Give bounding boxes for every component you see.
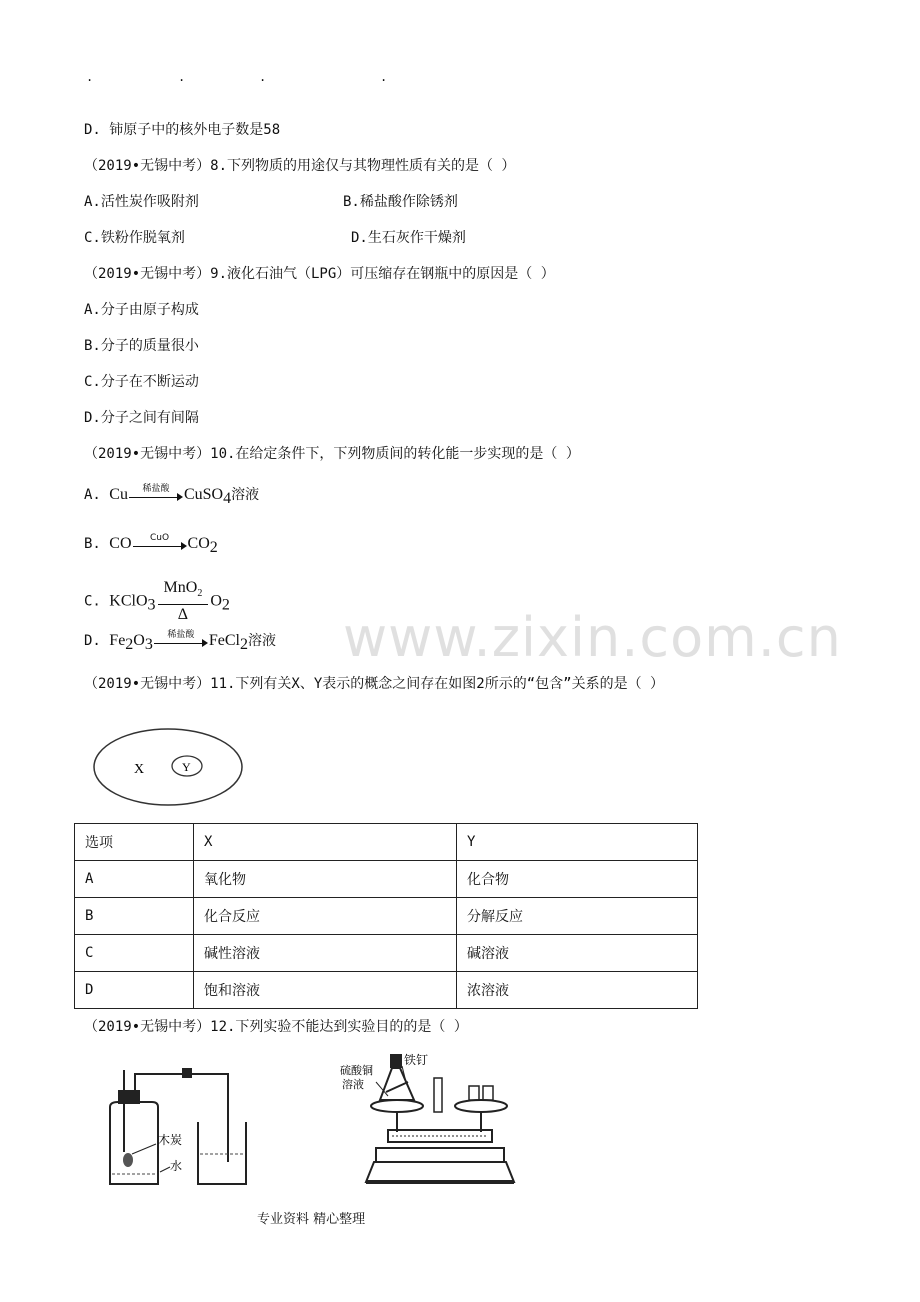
product: FeCl (208, 632, 240, 649)
charcoal-apparatus-figure (100, 1062, 250, 1192)
balance-figure (336, 1052, 536, 1192)
clamp (182, 1068, 192, 1078)
flask (110, 1102, 158, 1184)
base (366, 1162, 514, 1182)
outer-ellipse (94, 729, 242, 805)
reactant: O (133, 632, 145, 649)
page-footer: 专业资料 精心整理 (257, 1212, 366, 1227)
subscript: 2 (239, 635, 248, 653)
subscript: 4 (223, 489, 232, 507)
q9-stem: （2019•无锡中考）9.液化石油气（LPG）可压缩存在钢瓶中的原因是（ ） (84, 266, 555, 282)
option-label: B. (84, 536, 110, 552)
solution-label-line2: 溶液 (342, 1078, 364, 1091)
table-cell: D (75, 972, 194, 1009)
q9-option-d: D.分子之间有间隔 (84, 410, 199, 426)
q10-option-b (84, 535, 218, 557)
table-row (75, 972, 698, 1009)
q9-option-a: A.分子由原子构成 (84, 302, 199, 318)
dot: . (178, 70, 186, 84)
condition: 稀盐酸 (167, 630, 195, 640)
solution-label-line1: 硫酸铜 (340, 1064, 373, 1077)
product: CuSO (183, 486, 224, 503)
diagram-x-label: X (134, 762, 145, 777)
header-cell: 选项 (75, 824, 194, 861)
subscript: 2 (125, 635, 134, 653)
catalyst: MnO (163, 579, 198, 596)
subscript: 3 (147, 596, 156, 614)
q10-option-d (84, 632, 276, 654)
q8-option-a: A.活性炭作吸附剂 (84, 194, 199, 210)
charcoal-label: 木炭 (158, 1133, 183, 1147)
nail-label: 铁钉 (404, 1053, 429, 1067)
table-cell: 分解反应 (457, 898, 698, 935)
table-cell: 饱和溶液 (194, 972, 457, 1009)
base-top (376, 1148, 504, 1162)
table-cell: C (75, 935, 194, 972)
option-label: A. (84, 487, 110, 503)
q7-option-d: D. 铈原子中的核外电子数是58 (84, 122, 281, 138)
subscript: 2 (209, 538, 218, 556)
dot: . (86, 70, 94, 84)
product: CO (187, 535, 210, 552)
q10-stem: （2019•无锡中考）10.在给定条件下，下列物质间的转化能一步实现的是（ ） (84, 446, 580, 462)
q10-option-c (84, 578, 230, 625)
conical-flask (380, 1068, 414, 1100)
delivery-tube (135, 1074, 228, 1162)
stopper (118, 1090, 140, 1104)
diagram-y-label: Y (182, 760, 191, 774)
condition: 稀盐酸 (142, 484, 170, 494)
pointer (434, 1078, 442, 1112)
dot: . (380, 70, 388, 84)
reactant: Fe (109, 632, 126, 649)
water-label: 水 (170, 1159, 183, 1173)
q8-option-d: D.生石灰作干燥剂 (351, 230, 466, 246)
table-cell: 碱溶液 (457, 935, 698, 972)
inclusion-diagram (90, 715, 250, 815)
dot: . (259, 70, 267, 84)
table-header-row (75, 824, 698, 861)
table-row (75, 861, 698, 898)
suffix: 溶液 (231, 487, 260, 503)
flask-stopper (390, 1054, 402, 1068)
water-leader (160, 1167, 170, 1172)
iron-nail (386, 1082, 408, 1092)
reaction-arrow (154, 630, 208, 648)
option-label: D. (84, 633, 110, 649)
q9-option-c: C.分子在不断运动 (84, 374, 199, 390)
subscript: 2 (221, 596, 230, 614)
reactant: Cu (109, 486, 128, 503)
subscript: 2 (197, 588, 203, 600)
table-row (75, 898, 698, 935)
charcoal (123, 1153, 133, 1167)
reactant: KClO (109, 592, 148, 610)
subscript: 3 (144, 635, 153, 653)
q8-option-c: C.铁粉作脱氧剂 (84, 230, 185, 246)
charcoal-leader (132, 1144, 156, 1154)
q10-option-a (84, 486, 259, 508)
reactant: CO (109, 535, 132, 552)
table-cell: A (75, 861, 194, 898)
header-cell: X (194, 824, 457, 861)
product: O (210, 592, 222, 610)
table-cell: 化合反应 (194, 898, 457, 935)
heat-symbol: Δ (177, 606, 189, 624)
q9-option-b: B.分子的质量很小 (84, 338, 199, 354)
option-label: C. (84, 593, 110, 610)
watermark: www.zixin.com.cn (343, 606, 842, 669)
table-cell: 碱性溶液 (194, 935, 457, 972)
header-cell: Y (457, 824, 698, 861)
condition: CuO (149, 533, 170, 543)
reaction-arrow (133, 533, 187, 551)
options-table (74, 823, 698, 1009)
table-row (75, 935, 698, 972)
right-pan (455, 1100, 507, 1112)
q8-stem: （2019•无锡中考）8.下列物质的用途仅与其物理性质有关的是（ ） (84, 158, 516, 174)
reaction-condition (158, 578, 209, 625)
left-pan (371, 1100, 423, 1112)
table-cell: 氧化物 (194, 861, 457, 898)
q8-option-b: B.稀盐酸作除锈剂 (343, 194, 458, 210)
suffix: 溶液 (247, 633, 276, 649)
table-cell: 化合物 (457, 861, 698, 898)
beaker (198, 1122, 246, 1184)
q12-stem: （2019•无锡中考）12.下列实验不能达到实验目的的是（ ） (84, 1019, 468, 1035)
q11-stem: （2019•无锡中考）11.下列有关X、Y表示的概念之间存在如图2所示的“包含”关系的是（ ） (84, 676, 664, 692)
weight (483, 1086, 493, 1100)
table-cell: B (75, 898, 194, 935)
reaction-arrow (129, 484, 183, 502)
weight (469, 1086, 479, 1100)
table-cell: 浓溶液 (457, 972, 698, 1009)
